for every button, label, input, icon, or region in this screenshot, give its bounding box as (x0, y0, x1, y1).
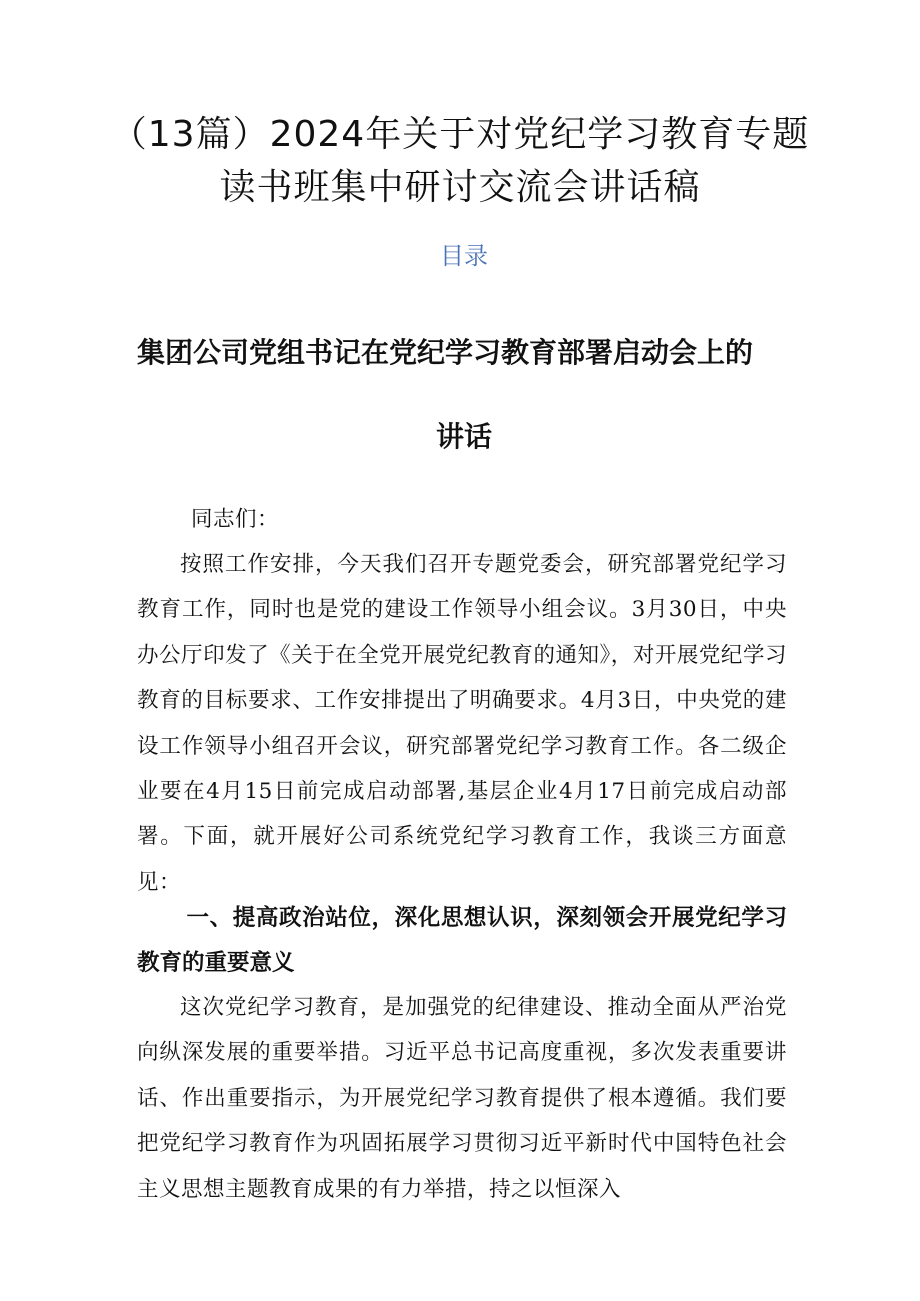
document-title-line-2: 读书班集中研讨交流会讲话稿 (219, 167, 701, 208)
body-paragraph-2: 这次党纪学习教育，是加强党的纪律建设、推动全面从严治党向纵深发展的重要举措。习近平总书记高度重视，多次发表重要讲话、作出重要指示，为开展党纪学习教育提供了根本遵循。我们要把党纪学习教育作为巩固拓展学习贯彻习近平新时代中国特色社会主义思想主题教育成果的有力举措，持之以恒深入 (137, 995, 787, 1202)
section-heading-1: 一、提高政治站位，深化思想认识，深刻领会开展党纪学习教育的重要意义 (137, 905, 787, 976)
table-of-contents-label[interactable]: 目录 (440, 242, 488, 270)
section-title-line-2: 讲话 (435, 420, 492, 453)
section-title-line-1: 集团公司党组书记在党纪学习教育部署启动会上的 (137, 336, 754, 369)
body-paragraph-1: 按照工作安排，今天我们召开专题党委会，研究部署党纪学习教育工作，同时也是党的建设工作领导小组会议。3月30日，中央办公厅印发了《关于在全党开展党纪教育的通知》，对开展党纪学习教育的目标要求、工作安排提出了明确要求。4月3日，中央党的建设工作领导小组召开会议，研究部署党纪学习教育工作。各二级企业要在4月15日前完成启动部署,基层企业4月17日前完成启动部署。下面，就开展好公司系统党纪学习教育工作，我谈三方面意见： (137, 552, 787, 895)
salutation: 同志们： (191, 507, 280, 532)
document-title-line-1: （13篇）2024年关于对党纪学习教育专题 (110, 114, 810, 155)
